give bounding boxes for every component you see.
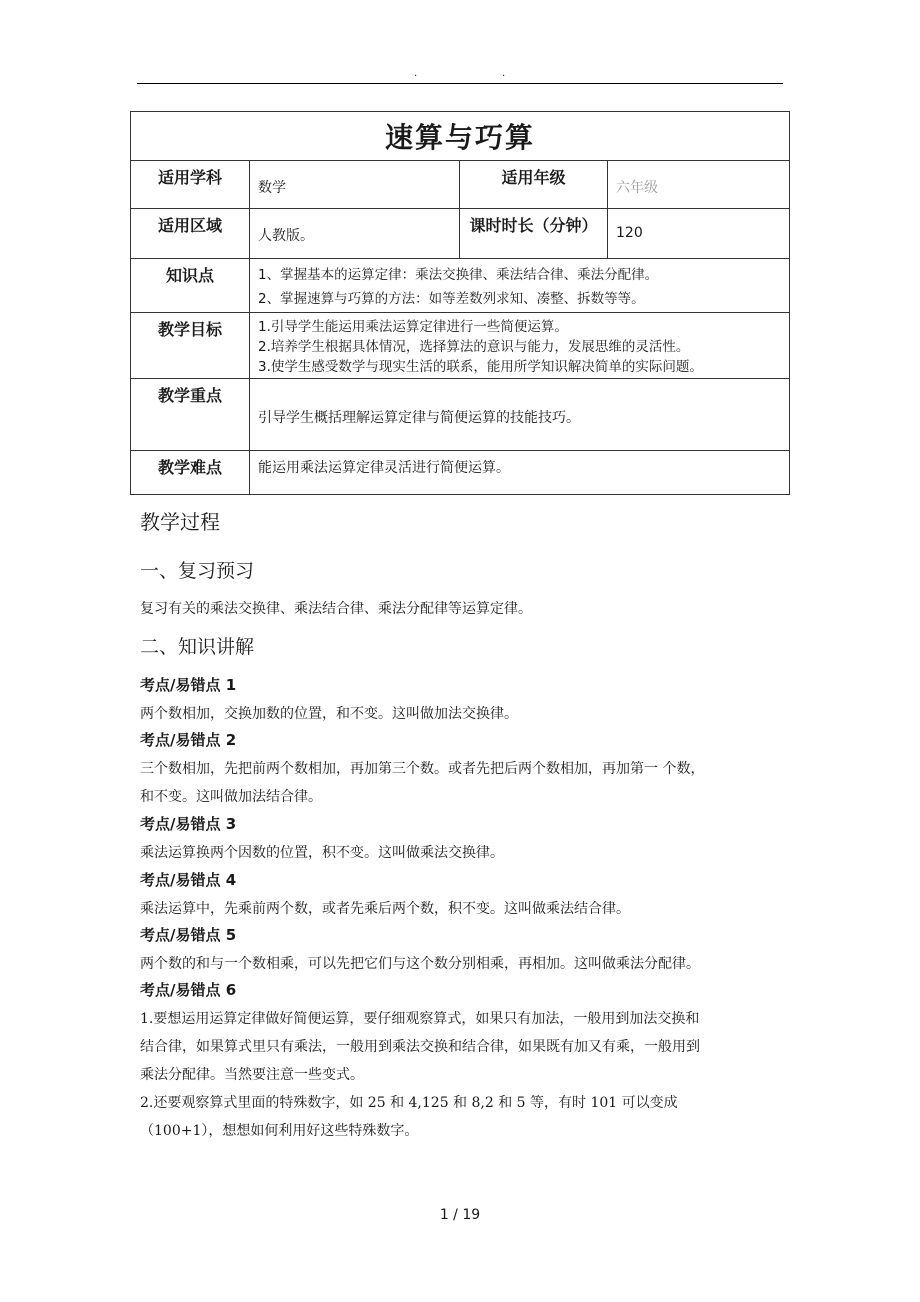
focus-value: 引导学生概括理解运算定律与简便运算的技能技巧。 bbox=[250, 379, 790, 451]
header-dot: . bbox=[414, 68, 418, 79]
lesson-info-table bbox=[130, 111, 790, 495]
goals-label: 教学目标 bbox=[131, 313, 250, 379]
difficulty-value: 能运用乘法运算定律灵活进行简便运算。 bbox=[250, 451, 790, 495]
grade-label: 适用年级 bbox=[460, 161, 608, 209]
subject-label: 适用学科 bbox=[131, 161, 250, 209]
point-title: 考点/易错点 6 bbox=[140, 981, 237, 999]
point-text: 乘法分配律。当然要注意一些变式。 bbox=[140, 1067, 364, 1083]
explain-heading: 二、知识讲解 bbox=[140, 636, 255, 658]
point-text: 2.还要观察算式里面的特殊数字，如 25 和 4,125 和 8,2 和 5 等，有时 101 可以变成 bbox=[140, 1095, 678, 1111]
region-label: 适用区域 bbox=[131, 209, 250, 259]
goal-item: 1.引导学生能运用乘法运算定律进行一些简便运算。 bbox=[258, 319, 568, 335]
point-text: 三个数相加，先把前两个数相加，再加第三个数。或者先把后两个数相加，再加第一 个数， bbox=[140, 761, 705, 777]
duration-label: 课时时长（分钟） bbox=[460, 209, 608, 259]
difficulty-label: 教学难点 bbox=[131, 451, 250, 495]
point-text: （100+1），想想如何利用好这些特殊数字。 bbox=[140, 1123, 419, 1139]
knowledge-item: 1、掌握基本的运算定律：乘法交换律、乘法结合律、乘法分配律。 bbox=[258, 267, 659, 283]
goal-item: 3.使学生感受数学与现实生活的联系，能用所学知识解决简单的实际问题。 bbox=[258, 359, 703, 375]
page-number: 1 / 19 bbox=[439, 1207, 481, 1223]
region-value: 人教版。 bbox=[250, 209, 460, 259]
point-title: 考点/易错点 2 bbox=[140, 731, 237, 749]
point-text: 两个数相加，交换加数的位置，和不变。这叫做加法交换律。 bbox=[140, 706, 518, 722]
header-dot: . bbox=[502, 68, 506, 79]
review-text: 复习有关的乘法交换律、乘法结合律、乘法分配律等运算定律。 bbox=[140, 601, 532, 617]
point-text: 两个数的和与一个数相乘，可以先把它们与这个数分别相乘，再相加。这叫做乘法分配律。 bbox=[140, 956, 700, 972]
point-title: 考点/易错点 1 bbox=[140, 676, 237, 694]
point-text: 1.要想运用运算定律做好简便运算，要仔细观察算式，如果只有加法，一般用到加法交换和 bbox=[140, 1011, 700, 1027]
point-text: 和不变。这叫做加法结合律。 bbox=[140, 789, 322, 805]
process-heading: 教学过程 bbox=[140, 510, 220, 534]
knowledge-points bbox=[250, 259, 790, 313]
point-text: 结合律，如果算式里只有乘法，一般用到乘法交换和结合律，如果既有加又有乘，一般用到 bbox=[140, 1039, 700, 1055]
knowledge-label: 知识点 bbox=[131, 259, 250, 313]
goals-list bbox=[250, 313, 790, 379]
header-rule bbox=[137, 83, 783, 84]
lesson-title: 速算与巧算 bbox=[131, 112, 790, 161]
review-heading: 一、复习预习 bbox=[140, 560, 255, 582]
grade-value: 六年级 bbox=[608, 161, 790, 209]
knowledge-item: 2、掌握速算与巧算的方法：如等差数列求知、凑整、拆数等等。 bbox=[258, 291, 645, 307]
point-title: 考点/易错点 3 bbox=[140, 815, 237, 833]
point-text: 乘法运算中，先乘前两个数，或者先乘后两个数，积不变。这叫做乘法结合律。 bbox=[140, 901, 630, 917]
point-title: 考点/易错点 4 bbox=[140, 871, 237, 889]
point-title: 考点/易错点 5 bbox=[140, 926, 237, 944]
duration-value: 120 bbox=[608, 209, 790, 259]
goal-item: 2.培养学生根据具体情况，选择算法的意识与能力，发展思维的灵活性。 bbox=[258, 339, 690, 355]
focus-label: 教学重点 bbox=[131, 379, 250, 451]
subject-value: 数学 bbox=[250, 161, 460, 209]
point-text: 乘法运算换两个因数的位置，积不变。这叫做乘法交换律。 bbox=[140, 845, 504, 861]
